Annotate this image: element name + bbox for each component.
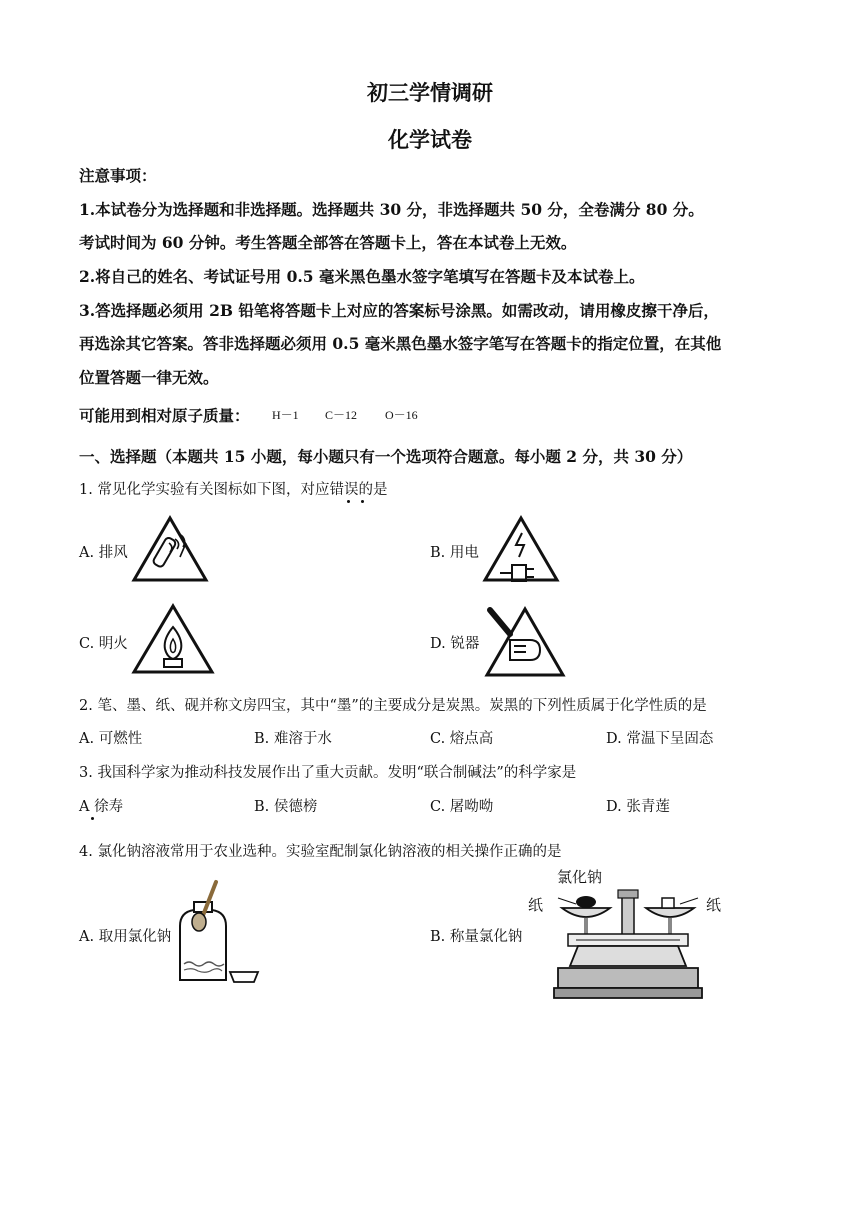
emphasis-dot (347, 500, 350, 503)
notice-heading: 注意事项： (79, 166, 157, 185)
atomic-mass-c: C－12 (325, 408, 358, 422)
electricity-icon (482, 515, 560, 583)
question-2-option-b[interactable]: B. 难溶于水 (254, 731, 332, 747)
sharp-object-icon (484, 606, 566, 678)
reagent-bottle-spoon-figure (172, 880, 272, 988)
emphasis-dot (91, 817, 94, 820)
question-3-option-a[interactable]: A 徐寿 (79, 799, 124, 815)
question-2-option-c[interactable]: C. 熔点高 (430, 731, 494, 747)
exam-subject-title: 化学试卷 (388, 127, 472, 152)
balance-label-nacl: 氯化钠 (557, 868, 603, 886)
notice-line-2: 考试时间为 60 分钟。考生答题全部答在答题卡上，答在本试卷上无效。 (79, 233, 577, 252)
balance-label-paper-left: 纸 (528, 896, 544, 914)
balance-scale-figure (548, 890, 708, 1002)
question-4-option-b[interactable]: B. 称量氯化钠 (430, 929, 523, 945)
question-3-option-b[interactable]: B. 侯德榜 (254, 799, 318, 815)
question-3-option-c[interactable]: C. 屠呦呦 (430, 799, 494, 815)
question-4-option-a[interactable]: A. 取用氯化钠 (79, 929, 172, 945)
question-1-option-b[interactable]: B. 用电 (430, 545, 479, 561)
question-1-stem: 1. 常见化学实验有关图标如下图，对应错误的是 (79, 482, 388, 498)
atomic-mass-o: O－16 (385, 408, 418, 422)
question-3-option-d[interactable]: D. 张青莲 (606, 799, 670, 815)
question-1-option-a[interactable]: A. 排风 (79, 545, 128, 561)
emphasis-dot (361, 500, 364, 503)
question-2-option-d[interactable]: D. 常温下呈固态 (606, 731, 714, 747)
question-2-option-a[interactable]: A. 可燃性 (79, 731, 143, 747)
notice-line-3: 2.将自己的姓名、考试证号用 0.5 毫米黑色墨水签字笔填写在答题卡及本试卷上。 (79, 267, 645, 286)
atomic-mass-h: H－1 (272, 408, 299, 422)
balance-label-paper-right: 纸 (706, 896, 722, 914)
notice-line-6: 位置答题一律无效。 (79, 368, 219, 387)
open-flame-icon (131, 603, 215, 675)
notice-line-5: 再选涂其它答案。答非选择题必须用 0.5 毫米黑色墨水签字笔写在答题卡的指定位置，在其他 (79, 334, 722, 353)
question-1-option-c[interactable]: C. 明火 (79, 636, 128, 652)
atomic-mass-label: 可能用到相对原子质量： (79, 406, 250, 425)
question-2-stem: 2. 笔、墨、纸、砚并称文房四宝，其中“墨”的主要成分是炭黑。炭黑的下列性质属于化学性质的是 (79, 698, 707, 714)
exam-title: 初三学情调研 (367, 80, 493, 105)
question-3-stem: 3. 我国科学家为推动科技发展作出了重大贡献。发明“联合制碱法”的科学家是 (79, 765, 577, 781)
exhaust-icon (131, 515, 209, 583)
notice-line-4: 3.答选择题必须用 2B 铅笔将答题卡上对应的答案标号涂黑。如需改动，请用橡皮擦干净后， (79, 301, 719, 320)
notice-line-1: 1.本试卷分为选择题和非选择题。选择题共 30 分，非选择题共 50 分，全卷满分 80 分。 (79, 200, 704, 219)
question-4-stem: 4. 氯化钠溶液常用于农业选种。实验室配制氯化钠溶液的相关操作正确的是 (79, 844, 562, 860)
section-heading: 一、选择题（本题共 15 小题，每小题只有一个选项符合题意。每小题 2 分，共 30 分） (79, 447, 693, 466)
question-1-option-d[interactable]: D. 锐器 (430, 636, 480, 652)
